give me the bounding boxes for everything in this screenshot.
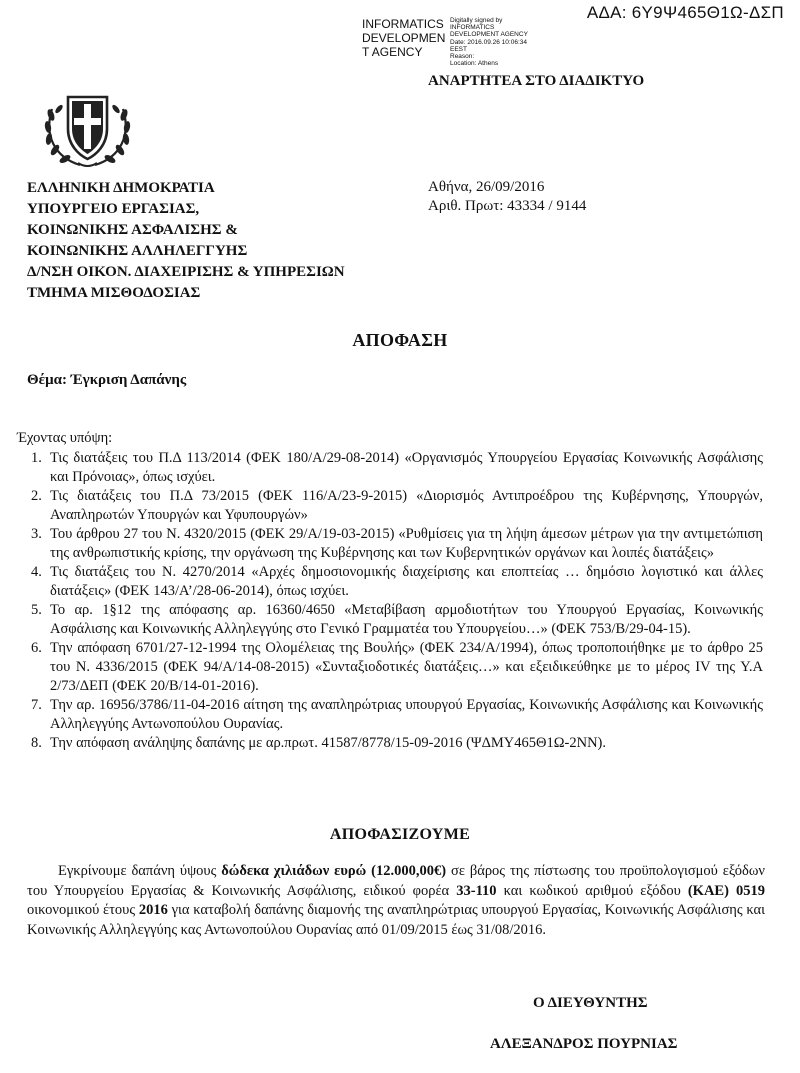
considerations-list <box>17 449 763 753</box>
signature-detail-line: Location: Athens <box>450 60 499 68</box>
decision-heading: ΑΠΟΦΑΣΙΖΟΥΜΕ <box>329 826 471 843</box>
item-text: Την αρ. 16956/3786/11-04-2016 αίτηση της αναπληρώτριας υπουργού Εργασίας, Κοινωνικής Ασφάλισης και Κοινωνικής Αλληλεγγύης Αντωνοπούλου Ουρανίας. <box>50 697 763 732</box>
signature-org-line: DEVELOPMEN <box>362 31 446 45</box>
list-item <box>17 487 763 525</box>
sender-line: ΥΠΟΥΡΓΕΙΟ ΕΡΓΑΣΙΑΣ, <box>27 201 200 217</box>
protocol-number: Αριθ. Πρωτ: 43334 / 9144 <box>428 198 587 214</box>
decision-text: για καταβολή δαπάνης διαμονής της αναπληρώτριας υπουργού Εργασίας, Κοινωνικής Ασφάλισης και Κοινωνικής Αλληλεγγύης κας Αντωνοπούλου Ουρανίας από 01/09/2015 έως 31/08/2016. <box>27 902 765 938</box>
item-number: 4. <box>31 564 42 580</box>
item-number: 3. <box>31 526 42 542</box>
item-number: 5. <box>31 602 42 618</box>
signatory-title: Ο ΔΙΕΥΘΥΝΤΗΣ <box>533 995 648 1011</box>
signature-detail-line: EEST <box>450 45 467 53</box>
decision-amount: δώδεκα χιλιάδων ευρώ (12.000,00€) <box>221 863 447 879</box>
decision-text: σε βάρος της πίστωσης του προϋπολογισμού εξόδων του Υπουργείου Εργασίας & Κοινωνικής Ασφάλισης, ειδικού φορέα <box>27 863 765 899</box>
item-text: Το αρ. 1§12 της απόφασης αρ. 16360/4650 «Μεταβίβαση αρμοδιοτήτων του Υπουργού Εργασίας, Κοινωνικής Ασφάλισης και Κοινωνικής Αλληλεγγύης στο Γενικό Γραμματέα του Υπουργείου…» (ΦΕΚ 753/Β/29-04-15). <box>50 602 763 637</box>
sender-line: ΤΜΗΜΑ ΜΙΣΘΟΔΟΣΙΑΣ <box>27 285 201 301</box>
post-online-notice: ΑΝΑΡΤΗΤΕΑ ΣΤΟ ΔΙΑΔΙΚΤΥΟ <box>428 73 645 89</box>
list-item <box>17 696 763 734</box>
item-number: 6. <box>31 640 42 656</box>
decision-paragraph <box>27 862 765 940</box>
signature-detail-line: Date: 2016.09.26 10:06:34 <box>450 38 527 46</box>
document-subject: Θέμα: Έγκριση Δαπάνης <box>27 372 187 388</box>
item-text: Την απόφαση 6701/27-12-1994 της Ολομέλειας της Βουλής» (ΦΕΚ 234/Α/1994), όπως τροποποιήθηκε με το άρθρο 25 του Ν. 4336/2015 (ΦΕΚ 94/Α/14-08-2015) «Συνταξιοδοτικές διατάξεις…» και εξειδικεύθηκε με το μέρος IV της Υ.Α 2/73/ΔΕΠ (ΦΕΚ 20/Β/14-01-2016). <box>50 640 763 694</box>
greek-coat-of-arms-icon <box>40 85 135 170</box>
signatory-name: ΑΛΕΞΑΝΔΡΟΣ ΠΟΥΡΝΙΑΣ <box>490 1036 678 1052</box>
signature-org-line: T AGENCY <box>362 45 423 59</box>
decision-text: Εγκρίνουμε δαπάνη ύψους <box>58 863 222 879</box>
list-item <box>17 525 763 563</box>
item-number: 8. <box>31 735 42 751</box>
decision-fiscal-year: 2016 <box>138 902 168 918</box>
list-item <box>17 601 763 639</box>
item-text: Του άρθρου 27 του Ν. 4320/2015 (ΦΕΚ 29/Α/19-03-2015) «Ρυθμίσεις για τη λήψη άμεσων μέτρων για την αντιμετώπιση της ανθρωπιστικής κρίσης, την οργάνωση της Κυβέρνησης και των Κυβερνητικών οργάνων και λοιπές διατάξεις» <box>50 526 763 561</box>
sender-line: ΚΟΙΝΩΝΙΚΗΣ ΑΣΦΑΛΙΣΗΣ & <box>27 222 238 238</box>
signature-detail-line: INFORMATICS <box>450 24 495 32</box>
decision-text: και κωδικού αριθμού εξόδου <box>496 882 688 899</box>
item-text: Τις διατάξεις του Ν. 4270/2014 «Αρχές δημοσιονομικής διαχείρισης και εποπτείας … δημόσιο λογιστικό και άλλες διατάξεις» (ΦΕΚ 143/Α’/28-06-2014), όπως ισχύει. <box>50 564 763 599</box>
signature-detail-line: Reason: <box>450 53 475 61</box>
signature-detail-line: Digitally signed by <box>450 17 503 24</box>
sender-line: ΚΟΙΝΩΝΙΚΗΣ ΑΛΛΗΛΕΓΓΥΗΣ <box>27 243 248 259</box>
document-date: Αθήνα, 26/09/2016 <box>428 179 545 195</box>
considerations-intro: Έχοντας υπόψη: <box>17 430 113 446</box>
list-item <box>17 563 763 601</box>
signature-org-line: INFORMATICS <box>362 17 444 31</box>
date-protocol-block <box>428 178 586 216</box>
sender-line: ΕΛΛΗΝΙΚΗ ΔΗΜΟΚΡΑΤΙΑ <box>27 180 215 196</box>
decision-text: οικονομικού έτους <box>27 902 139 918</box>
sender-line: Δ/ΝΣΗ ΟΙΚΟΝ. ΔΙΑΧΕΙΡΙΣΗΣ & ΥΠΗΡΕΣΙΩΝ <box>27 264 345 280</box>
item-number: 7. <box>31 697 42 713</box>
list-item <box>17 734 763 753</box>
signature-detail-line: DEVELOPMENT AGENCY <box>450 31 528 39</box>
item-number: 2. <box>31 488 42 504</box>
digital-signature-details <box>450 17 560 67</box>
ada-code: ΑΔΑ: 6Υ9Ψ465Θ1Ω-ΔΣΠ <box>586 3 784 22</box>
document-title: ΑΠΟΦΑΣΗ <box>352 330 448 350</box>
list-item <box>17 639 763 696</box>
item-text: Τις διατάξεις του Π.Δ 73/2015 (ΦΕΚ 116/Α/23-9-2015) «Διορισμός Αντιπροέδρου της Κυβέρνησης, Υπουργών, Αναπληρωτών Υπουργών και Υφυπουργών» <box>50 488 763 523</box>
sender-block <box>27 178 345 304</box>
item-text: Τις διατάξεις του Π.Δ 113/2014 (ΦΕΚ 180/Α/29-08-2014) «Οργανισμός Υπουργείου Εργασίας Κοινωνικής Ασφάλισης και Πρόνοιας», όπως ισχύει. <box>50 450 763 485</box>
item-text: Την απόφαση ανάληψης δαπάνης με αρ.πρωτ. 41587/8778/15-09-2016 (ΨΔΜΥ465Θ1Ω-2ΝΝ). <box>50 735 607 751</box>
decision-agency-code: 33-110 <box>456 882 497 899</box>
list-item <box>17 449 763 487</box>
decision-expense-code: (ΚΑΕ) 0519 <box>687 882 765 899</box>
item-number: 1. <box>31 450 42 466</box>
digital-signature-organization <box>362 17 447 59</box>
